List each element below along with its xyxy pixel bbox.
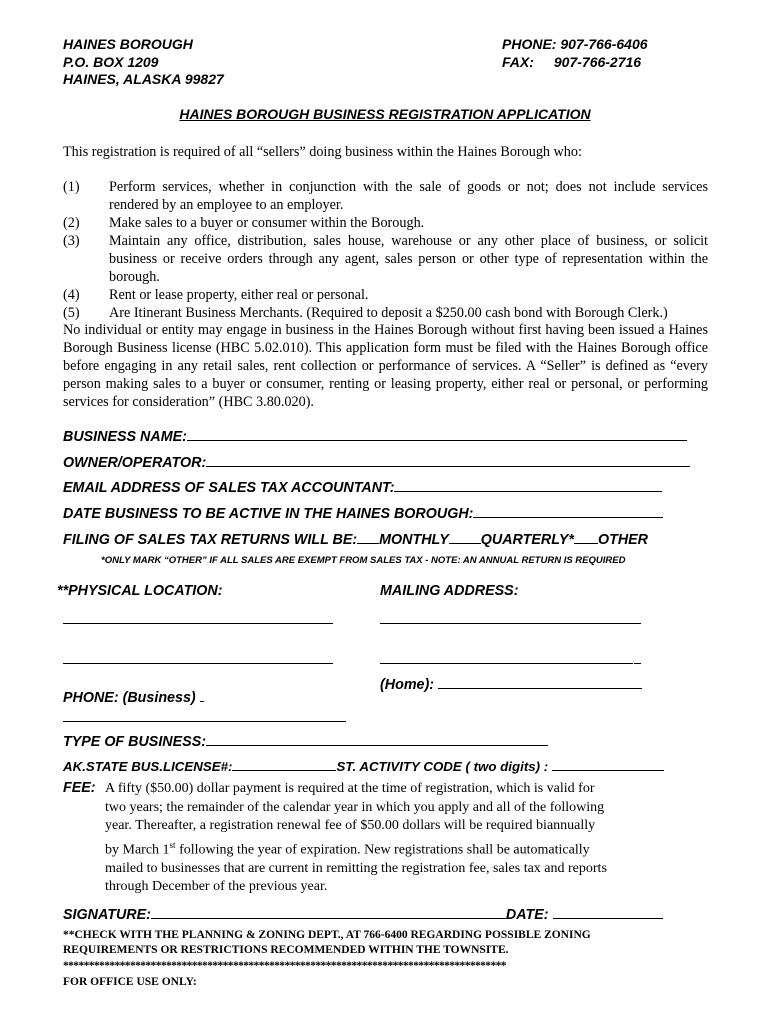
type-of-business-row xyxy=(63,733,548,750)
filing-monthly-option: MONTHLY xyxy=(379,532,449,548)
item-number: (4) xyxy=(63,287,80,303)
item-number: (5) xyxy=(63,305,80,321)
physical-location-label: **PHYSICAL LOCATION: xyxy=(57,583,223,599)
filing-other-option: OTHER xyxy=(597,532,649,548)
email-accountant-field[interactable] xyxy=(394,479,662,492)
signature-label: SIGNATURE: xyxy=(63,907,151,923)
quarterly-checkbox-line[interactable] xyxy=(449,531,481,544)
physical-location-line-1[interactable] xyxy=(63,623,333,624)
item-text: Make sales to a buyer or consumer within the Borough. xyxy=(109,215,425,231)
owner-operator-field[interactable] xyxy=(206,454,690,467)
date-active-field[interactable] xyxy=(473,505,663,518)
item-text: Rent or lease property, either real or personal. xyxy=(109,287,369,303)
date-active-row xyxy=(63,505,663,522)
org-address-block xyxy=(63,36,224,89)
item-text: Are Itinerant Business Merchants. (Required to deposit a $250.00 cash bond with Borough Clerk.) xyxy=(109,305,668,321)
other-checkbox-line[interactable] xyxy=(574,531,598,544)
mailing-address-line-2[interactable] xyxy=(380,663,633,664)
business-name-label: BUSINESS NAME: xyxy=(63,429,187,445)
mailing-address-label: MAILING ADDRESS: xyxy=(380,583,519,599)
filing-note: *ONLY MARK “OTHER” IF ALL SALES ARE EXEMPT FROM SALES TAX - NOTE: AN ANNUAL RETURN IS REQUIRED xyxy=(101,555,626,566)
city-state-zip: HAINES, ALASKA 99827 xyxy=(63,71,224,87)
business-phone-label: PHONE: (Business) xyxy=(63,690,196,706)
planning-zoning-note xyxy=(63,928,591,958)
item-text: Maintain any office, distribution, sales house, warehouse or any other place of business, or solicit business or receive orders through any agent, sales person or other type of representation within the borough. xyxy=(109,233,708,285)
home-phone-row xyxy=(380,676,642,693)
item-number: (2) xyxy=(63,215,80,231)
fee-line xyxy=(105,836,665,860)
ordinal-suffix: st xyxy=(169,839,176,850)
list-item xyxy=(63,178,708,214)
fax-label: FAX: xyxy=(502,53,534,70)
org-name: HAINES BOROUGH xyxy=(63,36,193,52)
list-item xyxy=(63,232,708,286)
signature-row xyxy=(63,906,663,923)
email-accountant-label: EMAIL ADDRESS OF SALES TAX ACCOUNTANT: xyxy=(63,480,395,496)
filing-label: FILING OF SALES TAX RETURNS WILL BE: xyxy=(63,532,358,548)
office-use-label: FOR OFFICE USE ONLY: xyxy=(63,976,197,988)
list-item xyxy=(63,286,708,304)
list-item xyxy=(63,304,708,322)
date-label: DATE: xyxy=(505,907,549,923)
license-activity-row xyxy=(63,758,664,774)
activity-code-field[interactable] xyxy=(552,758,664,771)
mailing-address-line-1[interactable] xyxy=(380,623,641,624)
state-license-label: AK.STATE BUS.LICENSE#: xyxy=(63,759,233,774)
filing-frequency-row xyxy=(63,531,648,548)
fee-line: year. Thereafter, a registration renewal fee of $50.00 dollars will be required biannually xyxy=(105,818,596,833)
fee-line: two years; the remainder of the calendar year in which you apply and all of the following xyxy=(105,799,605,815)
intro-text: This registration is required of all “sellers” doing business within the Haines Borough who: xyxy=(63,144,582,160)
physical-location-line-2[interactable] xyxy=(63,663,333,664)
business-phone-field[interactable] xyxy=(63,721,346,722)
home-phone-label: (Home): xyxy=(380,677,435,693)
date-field[interactable] xyxy=(553,906,663,919)
owner-operator-row xyxy=(63,454,690,471)
home-phone-field[interactable] xyxy=(438,676,642,689)
seller-definition-paragraph: No individual or entity may engage in business in the Haines Borough without first having been issued a Haines Borough Business license (HBC 5.02.010). This application form must be filed with the Haines Borough office before engaging in any retail sales, rent collection or performance of services. A “Seller” is defined as “every person making sales to a buyer or consumer, renting or leasing property, either real or personal, or performing services for consideration” (HBC 3.80.020). xyxy=(63,322,708,410)
owner-operator-label: OWNER/OPERATOR: xyxy=(63,455,207,471)
state-license-field[interactable] xyxy=(232,758,336,771)
item-text: Perform services, whether in conjunction with the sale of goods or not; does not include services rendered by an employee to an employer. xyxy=(109,179,708,213)
po-box: P.O. BOX 1209 xyxy=(63,53,159,70)
email-accountant-row xyxy=(63,479,662,496)
contact-block xyxy=(502,36,648,71)
fee-text: by March 1 xyxy=(105,842,170,858)
fee-label: FEE: xyxy=(63,780,96,796)
fee-line: A fifty ($50.00) dollar payment is required at the time of registration, which is valid for xyxy=(105,781,595,796)
business-phone-marker xyxy=(200,689,204,702)
fee-line: through December of the previous year. xyxy=(105,879,328,895)
business-name-field[interactable] xyxy=(187,428,687,441)
monthly-checkbox-line[interactable] xyxy=(357,531,379,544)
date-active-label: DATE BUSINESS TO BE ACTIVE IN THE HAINES BOROUGH: xyxy=(63,506,474,522)
mailing-address-line-tail xyxy=(634,663,641,664)
separator-line: ************************************************************************************** xyxy=(63,960,506,972)
fee-description xyxy=(105,780,665,897)
fee-line: mailed to businesses that are current in remitting the registration fee, sales tax and reports xyxy=(105,860,607,876)
activity-code-label: ST. ACTIVITY CODE ( two digits) : xyxy=(336,759,549,774)
type-of-business-label: TYPE OF BUSINESS: xyxy=(63,734,206,750)
item-number: (3) xyxy=(63,233,80,249)
planning-note-line: **CHECK WITH THE PLANNING & ZONING DEPT., AT 766-6400 REGARDING POSSIBLE ZONING xyxy=(63,929,591,941)
business-phone-row xyxy=(63,689,204,706)
list-item xyxy=(63,214,708,232)
planning-note-line: REQUIREMENTS OR RESTRICTIONS RECOMMENDED WITHIN THE TOWNSITE. xyxy=(63,944,509,956)
fax-number: 907-766-2716 xyxy=(553,53,642,70)
type-of-business-field[interactable] xyxy=(206,733,548,746)
criteria-list xyxy=(63,178,708,322)
form-title: HAINES BOROUGH BUSINESS REGISTRATION APPLICATION xyxy=(179,106,591,122)
fax-row xyxy=(502,54,648,72)
business-name-row xyxy=(63,428,687,445)
fee-text: following the year of expiration. New registrations shall be automatically xyxy=(175,842,590,858)
item-number: (1) xyxy=(63,179,80,195)
filing-quarterly-option: QUARTERLY* xyxy=(480,532,574,548)
signature-field[interactable] xyxy=(151,906,506,919)
phone-number: PHONE: 907-766-6406 xyxy=(502,36,648,52)
